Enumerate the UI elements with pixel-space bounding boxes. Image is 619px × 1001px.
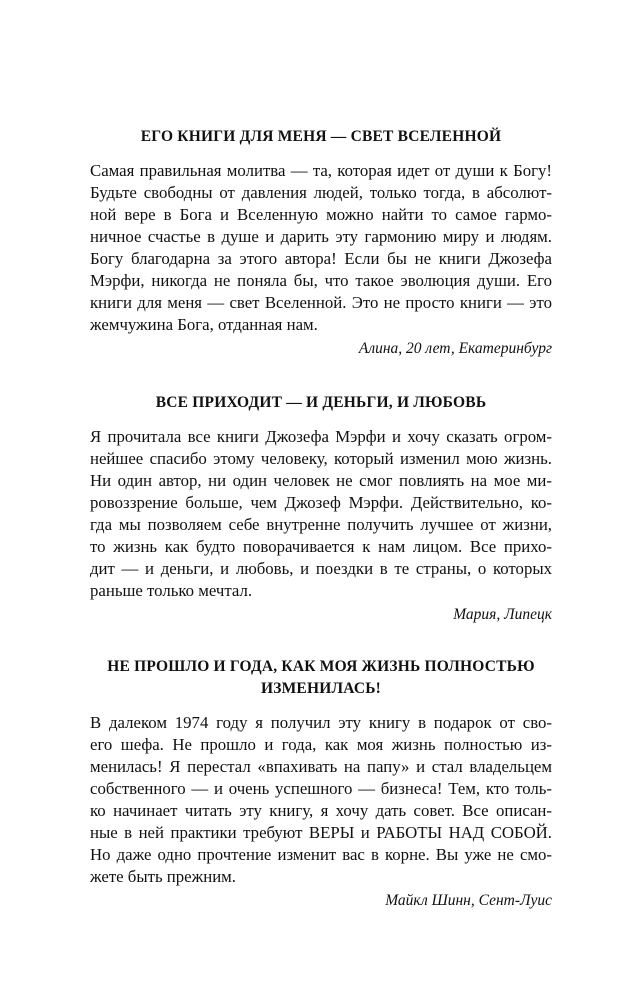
text-line: жемчужина Бога, отданная нам. [90, 315, 318, 334]
heading-line: ИЗМЕНИЛАСЬ! [260, 680, 382, 697]
testimonial-text [90, 712, 552, 888]
text-line: ной вере в Бога и Вселенную можно найти то самое гармо- [90, 205, 552, 224]
author-signature: Мария, Липецк [453, 606, 552, 623]
testimonial-section [90, 656, 552, 912]
author-signature: Алина, 20 лет, Екатеринбург [358, 340, 552, 357]
text-line: Самая правильная молитва — та, которая идет от души к Богу! [90, 161, 552, 180]
author-signature: Майкл Шинн, Сент-Луис [385, 892, 552, 909]
text-line: Богу благодарна за этого автора! Если бы не книги Джозефа [90, 249, 552, 268]
text-line: гда мы позволяем себе внутренне получить лучшее от жизни, [90, 515, 552, 534]
text-line: дит — и деньги, и любовь, и поездки в те страны, о которых [90, 559, 552, 578]
text-line: Будьте свободны от давления людей, только тогда, в абсолют- [90, 183, 552, 202]
section-heading [90, 126, 552, 148]
heading-line: НЕ ПРОШЛО И ГОДА, КАК МОЯ ЖИЗНЬ ПОЛНОСТЬЮ [107, 658, 535, 675]
text-line: Но даже одно прочтение изменит вас в корне. Вы уже не смо- [90, 845, 552, 864]
text-line: то жизнь как будто поворачивается к нам лицом. Все прихо- [90, 537, 552, 556]
testimonial-section [90, 126, 552, 360]
text-line: нейшее спасибо этому человеку, который изменил мою жизнь. [90, 449, 552, 468]
text-line: книги для меня — свет Вселенной. Это не просто книги — это [90, 293, 552, 312]
text-line: менилась! Я перестал «впахивать на папу» и стал владельцем [90, 757, 552, 776]
text-line: ничное счастье в душе и дарить эту гармонию миру и людям. [90, 227, 552, 246]
text-line: ные в ней практики требуют ВЕРЫ и РАБОТЫ НАД СОБОЙ. [90, 823, 552, 842]
text-line: собственного — и очень успешного — бизнеса! Тем, кто толь- [90, 779, 552, 798]
testimonial-text [90, 160, 552, 336]
text-line: Ни один автор, ни один человек не смог повлиять на мое ми- [90, 471, 552, 490]
testimonial-text [90, 426, 552, 602]
section-heading [90, 656, 552, 700]
heading-line: ЕГО КНИГИ ДЛЯ МЕНЯ — СВЕТ ВСЕЛЕННОЙ [140, 128, 502, 145]
text-line: В далеком 1974 году я получил эту книгу в подарок от сво- [90, 713, 552, 732]
text-line: его шефа. Не прошло и года, как моя жизнь полностью из- [90, 735, 552, 754]
section-heading [90, 392, 552, 414]
text-line: Мэрфи, никогда не поняла бы, что такое эволюция души. Его [90, 271, 552, 290]
testimonial-section [90, 392, 552, 626]
text-line: раньше только мечтал. [90, 581, 253, 600]
text-line: ко начинает читать эту книгу, я хочу дать совет. Все описан- [90, 801, 552, 820]
heading-line: ВСЕ ПРИХОДИТ — И ДЕНЬГИ, И ЛЮБОВЬ [155, 394, 487, 411]
text-line: Я прочитала все книги Джозефа Мэрфи и хочу сказать огром- [90, 427, 552, 446]
text-line: жете быть прежним. [90, 867, 236, 886]
text-line: ровоззрение больше, чем Джозеф Мэрфи. Действительно, ко- [90, 493, 552, 512]
